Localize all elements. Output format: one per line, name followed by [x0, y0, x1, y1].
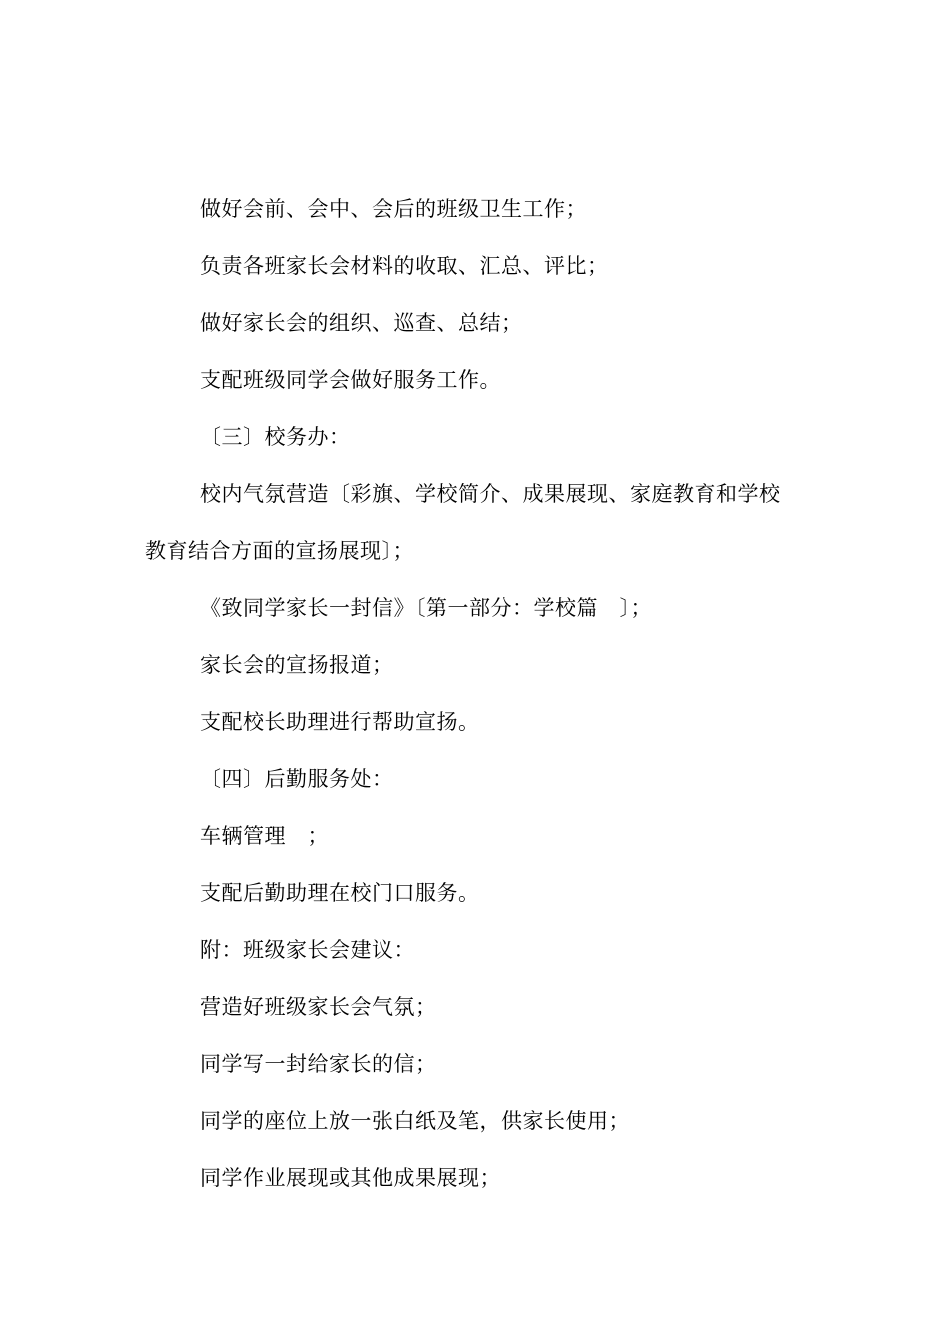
- text-line: 支配班级同学会做好服务工作。: [200, 368, 501, 392]
- text-line: 同学写一封给家长的信；: [200, 1052, 437, 1076]
- text-line-continued: 教育结合方面的宣扬展现〕；: [145, 539, 414, 563]
- text-line: 支配后勤助理在校门口服务。: [200, 881, 480, 905]
- text-line: 负责各班家长会材料的收取、汇总、评比；: [200, 254, 609, 278]
- text-line: 车辆管理 ；: [200, 824, 329, 848]
- text-line: 家长会的宣扬报道；: [200, 653, 394, 677]
- text-line: 《致同学家长一封信》〔第一部分：学校篇 〕；: [200, 596, 652, 620]
- text-line: 做好家长会的组织、巡查、总结；: [200, 311, 523, 335]
- section-heading: 〔三〕校务办：: [200, 425, 351, 449]
- text-line: 支配校长助理进行帮助宣扬。: [200, 710, 480, 734]
- text-line: 同学的座位上放一张白纸及笔，供家长使用；: [200, 1109, 630, 1133]
- text-line: 营造好班级家长会气氛；: [200, 995, 437, 1019]
- text-line: 同学作业展现或其他成果展现；: [200, 1166, 501, 1190]
- section-heading: 附：班级家长会建议：: [200, 938, 415, 962]
- text-line: 做好会前、会中、会后的班级卫生工作；: [200, 197, 587, 221]
- text-line: 校内气氛营造〔彩旗、学校简介、成果展现、家庭教育和学校: [200, 482, 781, 506]
- section-heading: 〔四〕后勤服务处：: [200, 767, 394, 791]
